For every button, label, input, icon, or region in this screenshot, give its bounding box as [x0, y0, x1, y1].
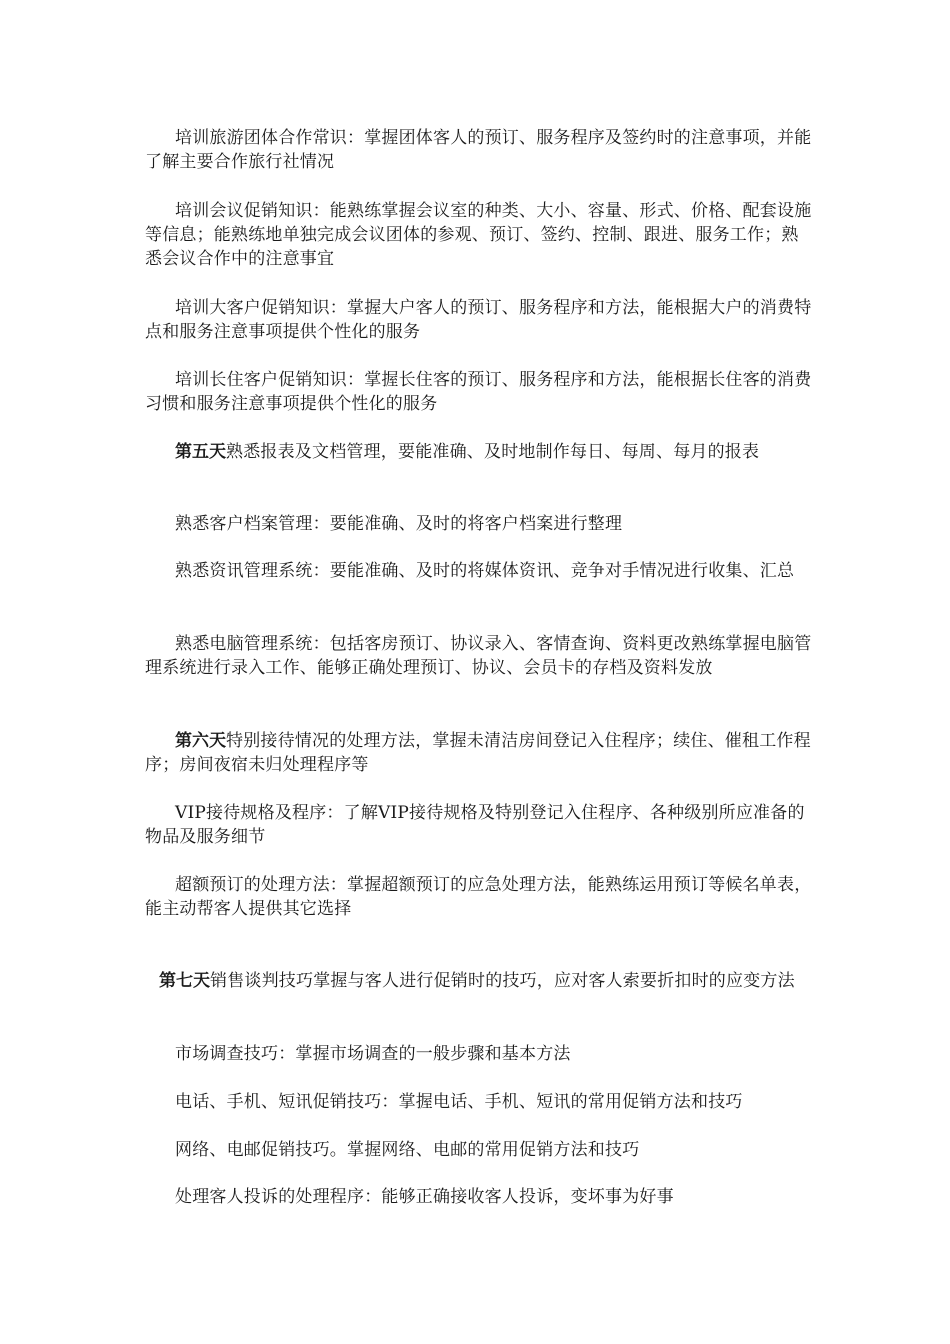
paragraph-long-stay-training — [145, 368, 815, 416]
day-label: 第五天 — [175, 442, 226, 462]
paragraph-customer-archive — [145, 512, 815, 536]
paragraph-text: 销售谈判技巧掌握与客人进行促销时的技巧，应对客人索要折扣时的应变方法 — [210, 971, 795, 991]
paragraph-text: 特别接待情况的处理方法，掌握未清洁房间登记入住程序；续住、催租工作程序；房间夜宿未归处理程序等 — [145, 731, 811, 775]
paragraph-text: 培训大客户促销知识：掌握大户客人的预订、服务程序和方法，能根据大户的消费特点和服务注意事项提供个性化的服务 — [145, 298, 812, 342]
paragraph-text: 网络、电邮促销技巧。掌握网络、电邮的常用促销方法和技巧 — [175, 1140, 640, 1160]
paragraph-text: 培训长住客户促销知识：掌握长住客的预订、服务程序和方法，能根据长住客的消费习惯和服务注意事项提供个性化的服务 — [145, 370, 812, 414]
paragraph-phone-sms-promotion — [145, 1090, 815, 1114]
paragraph-day-five — [145, 440, 815, 464]
day-label: 第七天 — [159, 971, 210, 991]
paragraph-text: 超额预订的处理方法：掌握超额预订的应急处理方法，能熟练运用预订等候名单表，能主动帮客人提供其它选择 — [145, 875, 812, 919]
paragraph-meeting-promotion-training — [145, 199, 815, 271]
paragraph-web-email-promotion — [145, 1138, 815, 1162]
paragraph-text: 熟悉电脑管理系统：包括客房预订、协议录入、客情查询、资料更改熟练掌握电脑管理系统进行录入工作、能够正确处理预订、协议、会员卡的存档及资料发放 — [145, 634, 812, 678]
paragraph-text: 市场调查技巧：掌握市场调查的一般步骤和基本方法 — [175, 1044, 571, 1064]
paragraph-text: 电话、手机、短讯促销技巧：掌握电话、手机、短讯的常用促销方法和技巧 — [175, 1092, 743, 1112]
paragraph-text: 处理客人投诉的处理程序：能够正确接收客人投诉，变坏事为好事 — [175, 1187, 674, 1207]
paragraph-text: 培训会议促销知识：能熟练掌握会议室的种类、大小、容量、形式、价格、配套设施等信息；能熟练地单独完成会议团体的参观、预订、签约、控制、跟进、服务工作；熟悉会议合作中的注意事宜 — [145, 201, 812, 269]
paragraph-day-seven — [145, 969, 815, 993]
paragraph-market-survey — [145, 1042, 815, 1066]
paragraph-text: 熟悉资讯管理系统：要能准确、及时的将媒体资讯、竞争对手情况进行收集、汇总 — [175, 561, 795, 581]
day-label: 第六天 — [175, 731, 226, 751]
paragraph-tour-group-training — [145, 126, 815, 174]
paragraph-text: 熟悉报表及文档管理，要能准确、及时地制作每日、每周、每月的报表 — [226, 442, 760, 462]
paragraph-text: 培训旅游团体合作常识：掌握团体客人的预订、服务程序及签约时的注意事项，并能了解主要合作旅行社情况 — [145, 128, 812, 172]
paragraph-complaint-handling — [145, 1185, 815, 1209]
paragraph-day-six — [145, 729, 815, 777]
paragraph-text: 熟悉客户档案管理：要能准确、及时的将客户档案进行整理 — [175, 514, 623, 534]
paragraph-computer-system — [145, 632, 815, 680]
paragraph-key-account-training — [145, 296, 815, 344]
paragraph-info-management — [145, 559, 815, 583]
paragraph-vip-reception — [145, 801, 815, 849]
paragraph-overbooking — [145, 873, 815, 921]
paragraph-text: VIP接待规格及程序：了解VIP接待规格及特别登记入住程序、各种级别所应准备的物品及服务细节 — [145, 803, 805, 847]
